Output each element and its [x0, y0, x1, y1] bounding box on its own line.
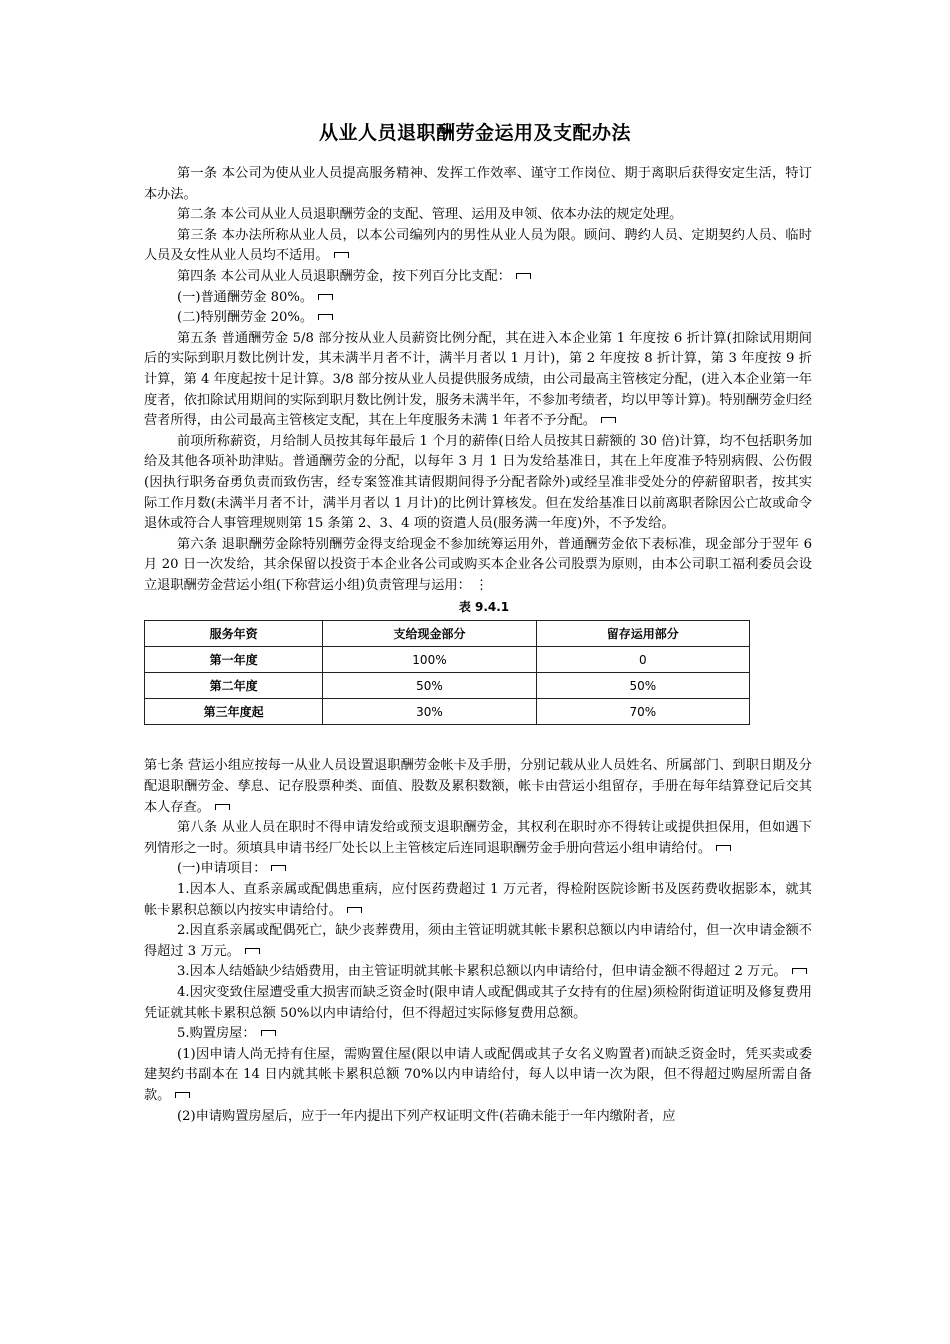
table-row [145, 647, 750, 673]
paragraph-mark-icon [716, 845, 731, 851]
paragraph-mark-icon [215, 804, 230, 810]
article-8: 第八条 从业人员在职时不得申请发给或预支退职酬劳金，其权利在职时亦不得转让或提供担保用，但如遇下列情形之一时。须填具申请书经厂处长以上主管核定后连同退职酬劳金手册向营运小组申请给付。 [144, 820, 812, 856]
paragraph-mark-icon [271, 865, 286, 871]
article-4: 第四条 本公司从业人员退职酬劳金，按下列百分比支配： [144, 267, 812, 288]
table-cell: 70% [536, 699, 749, 725]
paragraph-mark-icon [261, 1030, 276, 1036]
paragraph-mark-icon [792, 968, 807, 974]
table-header-cell: 支给现金部分 [323, 621, 536, 647]
paragraph-mark-icon [347, 907, 362, 913]
table-header-row [145, 621, 750, 647]
paragraph-mark-icon [516, 273, 531, 279]
article-8-item-3: 3.因本人结婚缺少结婚费用，由主管证明就其帐卡累积总额以内申请给付，但申请金额不得超过 2 万元。 [144, 962, 812, 983]
article-5: 第五条 普通酬劳金 5/8 部分按从业人员薪资比例分配，其在进入本企业第 1 年度按 6 折计算(扣除试用期间后的实际到职月数比例计发，其未满半月者不计，满半月者以 1 月计)，第 2 年度按 8 折计算，第 3 年度按 9 折计算，第 4 年度起按十足计算。3/8 部分按从业人员提供服务成绩，由公司最高主管核定分配，(进入本企业第一年度者，依扣除试用期间的实际到职月数比例计发，服务未满半年，不参加考绩者，均以甲等计算)。特别酬劳金归经营者所得，由公司最高主管核定支配，其在上年度服务未满 1 年者不予分配。 [144, 330, 812, 429]
table-block [144, 596, 812, 756]
paragraph-mark-icon [601, 417, 616, 423]
article-8-item-2: 2.因直系亲属或配偶死亡，缺少丧葬费用，须由主管证明就其帐卡累积总额以内申请给付，但一次申请金额不得超过 3 万元。 [144, 923, 812, 959]
article-3: 第三条 本办法所称从业人员，以本公司编列内的男性从业人员为限。顾问、聘约人员、定期契约人员、临时人员及女性从业人员均不适用。 [144, 227, 812, 264]
table-cell: 100% [323, 647, 536, 673]
article-5-note: 前项所称薪资，月给制人员按其每年最后 1 个月的薪俸(日给人员按其日薪额的 30 倍)计算，均不包括职务加给及其他各项补助津贴。普通酬劳金的分配，以每年 3 月 1 日为发给基准日，其在上年度准予特别病假、公伤假(因执行职务奋勇负责而致伤害，经专案签准其请假期间得予分配者除外)或经呈准非受处分的停薪留职者，按其实际工作月数(未满半月者不计，满半月者以 1 月计)的比例计算核发。但在发给基准日以前离职者除因公亡故或命令退休或符合人事管理规则第 15 条第 2、3、4 项的资遣人员(服务满一年度)外，不予发给。 [144, 433, 812, 532]
article-8-item-5: 5.购置房屋： [144, 1024, 812, 1045]
paragraph-mark-icon [334, 252, 349, 258]
document-title: 从业人员退职酬劳金运用及支配办法 [318, 122, 631, 144]
article-8-item-4: 4.因灾变致住屋遭受重大损害而缺乏资金时(限申请人或配偶或其子女持有的住屋)须检附街道证明及修复费用凭证就其帐卡累积总额 50%以内申请给付，但不得超过实际修复费用总额。 [144, 985, 812, 1021]
table-cell: 50% [536, 673, 749, 699]
paragraph-mark-icon [318, 294, 333, 300]
table-cell: 第一年度 [145, 647, 323, 673]
article-4-item-1: (一)普通酬劳金 80%。 [144, 288, 812, 309]
allocation-table [144, 620, 750, 725]
article-2: 第二条 本公司从业人员退职酬劳金的支配、管理、运用及申领、依本办法的规定处理。 [177, 207, 683, 223]
paragraph-mark-icon [318, 314, 333, 320]
article-8-item-5-1: (1)因申请人尚无持有住屋，需购置住屋(限以申请人或配偶或其子女名义购置者)而缺乏资金时，凭买卖或委建契约书副本在 14 日内就其帐卡累积总额 70%以内申请给付，每人以申请一次为限，但不得超过购屋所需自备款。 [144, 1046, 812, 1103]
paragraph-mark-icon [245, 948, 260, 954]
table-cell: 30% [323, 699, 536, 725]
table-caption: 表 9.4.1 [458, 600, 510, 615]
table-header-cell: 留存运用部分 [536, 621, 749, 647]
table-row [145, 673, 750, 699]
document-body [144, 164, 812, 1127]
article-8-item-1: 1.因本人、直系亲属或配偶患重病，应付医药费超过 1 万元者，得检附医院诊断书及医药费收据影本，就其帐卡累积总额以内按实申请给付。 [144, 882, 812, 918]
article-6: 第六条 退职酬劳金除特别酬劳金得支给现金不参加统筹运用外，普通酬劳金依下表标准，现金部分于翌年 6 月 20 日一次发给，其余保留以投资于本企业各公司或购买本企业各公司股票为原则，由本公司职工福利委员会设立退职酬劳金营运小组(下称营运小组)负责管理与运用： ⋮ [144, 536, 812, 593]
table-header-cell: 服务年资 [145, 621, 323, 647]
table-cell: 0 [536, 647, 749, 673]
table-row [145, 699, 750, 725]
table-cell: 第二年度 [145, 673, 323, 699]
article-8-item-5-2: (2)申请购置房屋后，应于一年内提出下列产权证明文件(若确未能于一年内缴附者，应 [177, 1108, 676, 1124]
table-cell: 第三年度起 [145, 699, 323, 725]
table-cell: 50% [323, 673, 536, 699]
paragraph-mark-icon [175, 1092, 190, 1098]
article-4-item-2: (二)特别酬劳金 20%。 [144, 308, 812, 329]
article-7: 第七条 营运小组应按每一从业人员设置退职酬劳金帐卡及手册，分别记载从业人员姓名、所属部门、到职日期及分配退职酬劳金、孳息、记存股票种类、面值、股数及累积数额，帐卡由营运小组留存，手册在每年结算登记后交其本人存查。 [144, 758, 812, 815]
article-1: 第一条 本公司为使从业人员提高服务精神、发挥工作效率、谨守工作岗位、期于离职后获得安定生活，特订本办法。 [144, 166, 812, 202]
article-8-section-1: (一)申请项目： [144, 859, 812, 880]
